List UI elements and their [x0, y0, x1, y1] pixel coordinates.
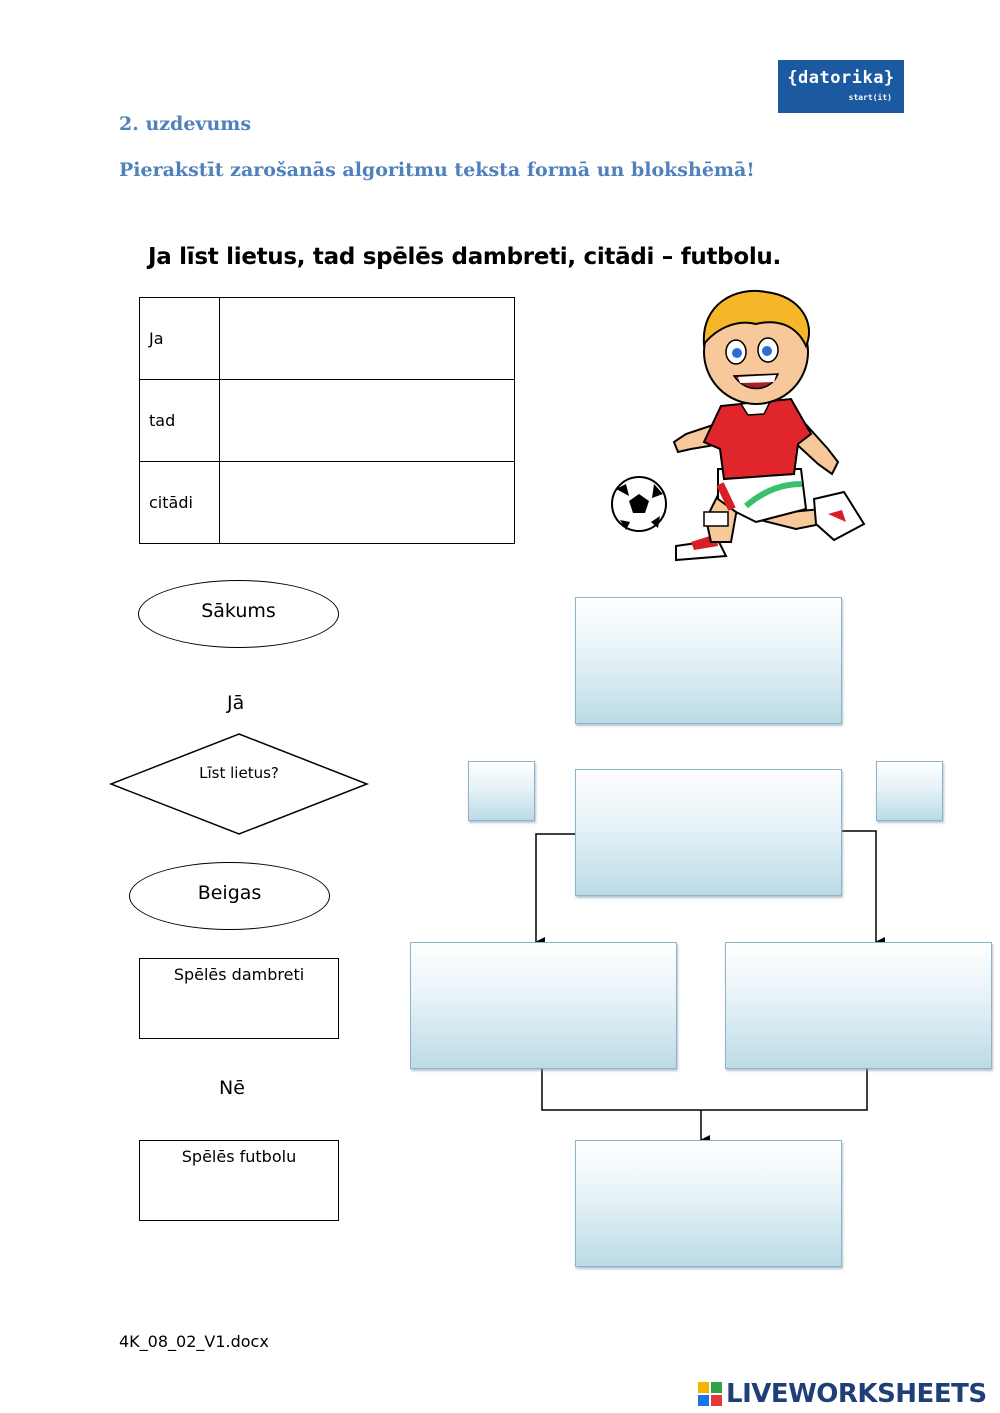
task-sentence: Ja līst lietus, tad spēlēs dambreti, citādi – futbolu. [148, 244, 781, 270]
liveworksheets-watermark [698, 1378, 987, 1410]
drop-box-end[interactable] [575, 1140, 842, 1267]
start-label: Sākums [201, 600, 276, 622]
row-label-tad: tad [140, 380, 220, 462]
connector-right-branch [842, 831, 876, 942]
watermark-text: LIVEWORKSHEETS [726, 1379, 987, 1409]
task-instruction: Pierakstīt zarošanās algoritmu teksta formā un blokshēmā! [119, 159, 755, 181]
no-label[interactable]: Nē [219, 1077, 245, 1099]
connector-left-branch [536, 834, 575, 942]
drop-box-start[interactable] [575, 597, 842, 724]
liveworksheets-logo-icon [698, 1382, 722, 1406]
row-label-ja: Ja [140, 298, 220, 380]
end-label: Beigas [197, 882, 262, 904]
row-label-citadi: citādi [140, 462, 220, 544]
drop-box-right-action[interactable] [725, 942, 992, 1069]
footer-filename: 4K_08_02_V1.docx [119, 1332, 269, 1351]
drop-box-right-label[interactable] [876, 761, 943, 821]
drop-box-decision[interactable] [575, 769, 842, 896]
yes-label[interactable]: Jā [227, 692, 245, 714]
logo-main-text: {datorika} [787, 68, 895, 88]
drop-box-left-action[interactable] [410, 942, 677, 1069]
logo-sub-text: start(it) [848, 93, 892, 102]
action-checkers-label: Spēlēs dambreti [173, 965, 305, 984]
drop-box-left-label[interactable] [468, 761, 535, 821]
task-number: 2. uzdevums [119, 113, 252, 135]
decision-label: Līst lietus? [199, 764, 279, 782]
action-football-label: Spēlēs futbolu [181, 1147, 297, 1166]
connector-merge [542, 1068, 867, 1110]
